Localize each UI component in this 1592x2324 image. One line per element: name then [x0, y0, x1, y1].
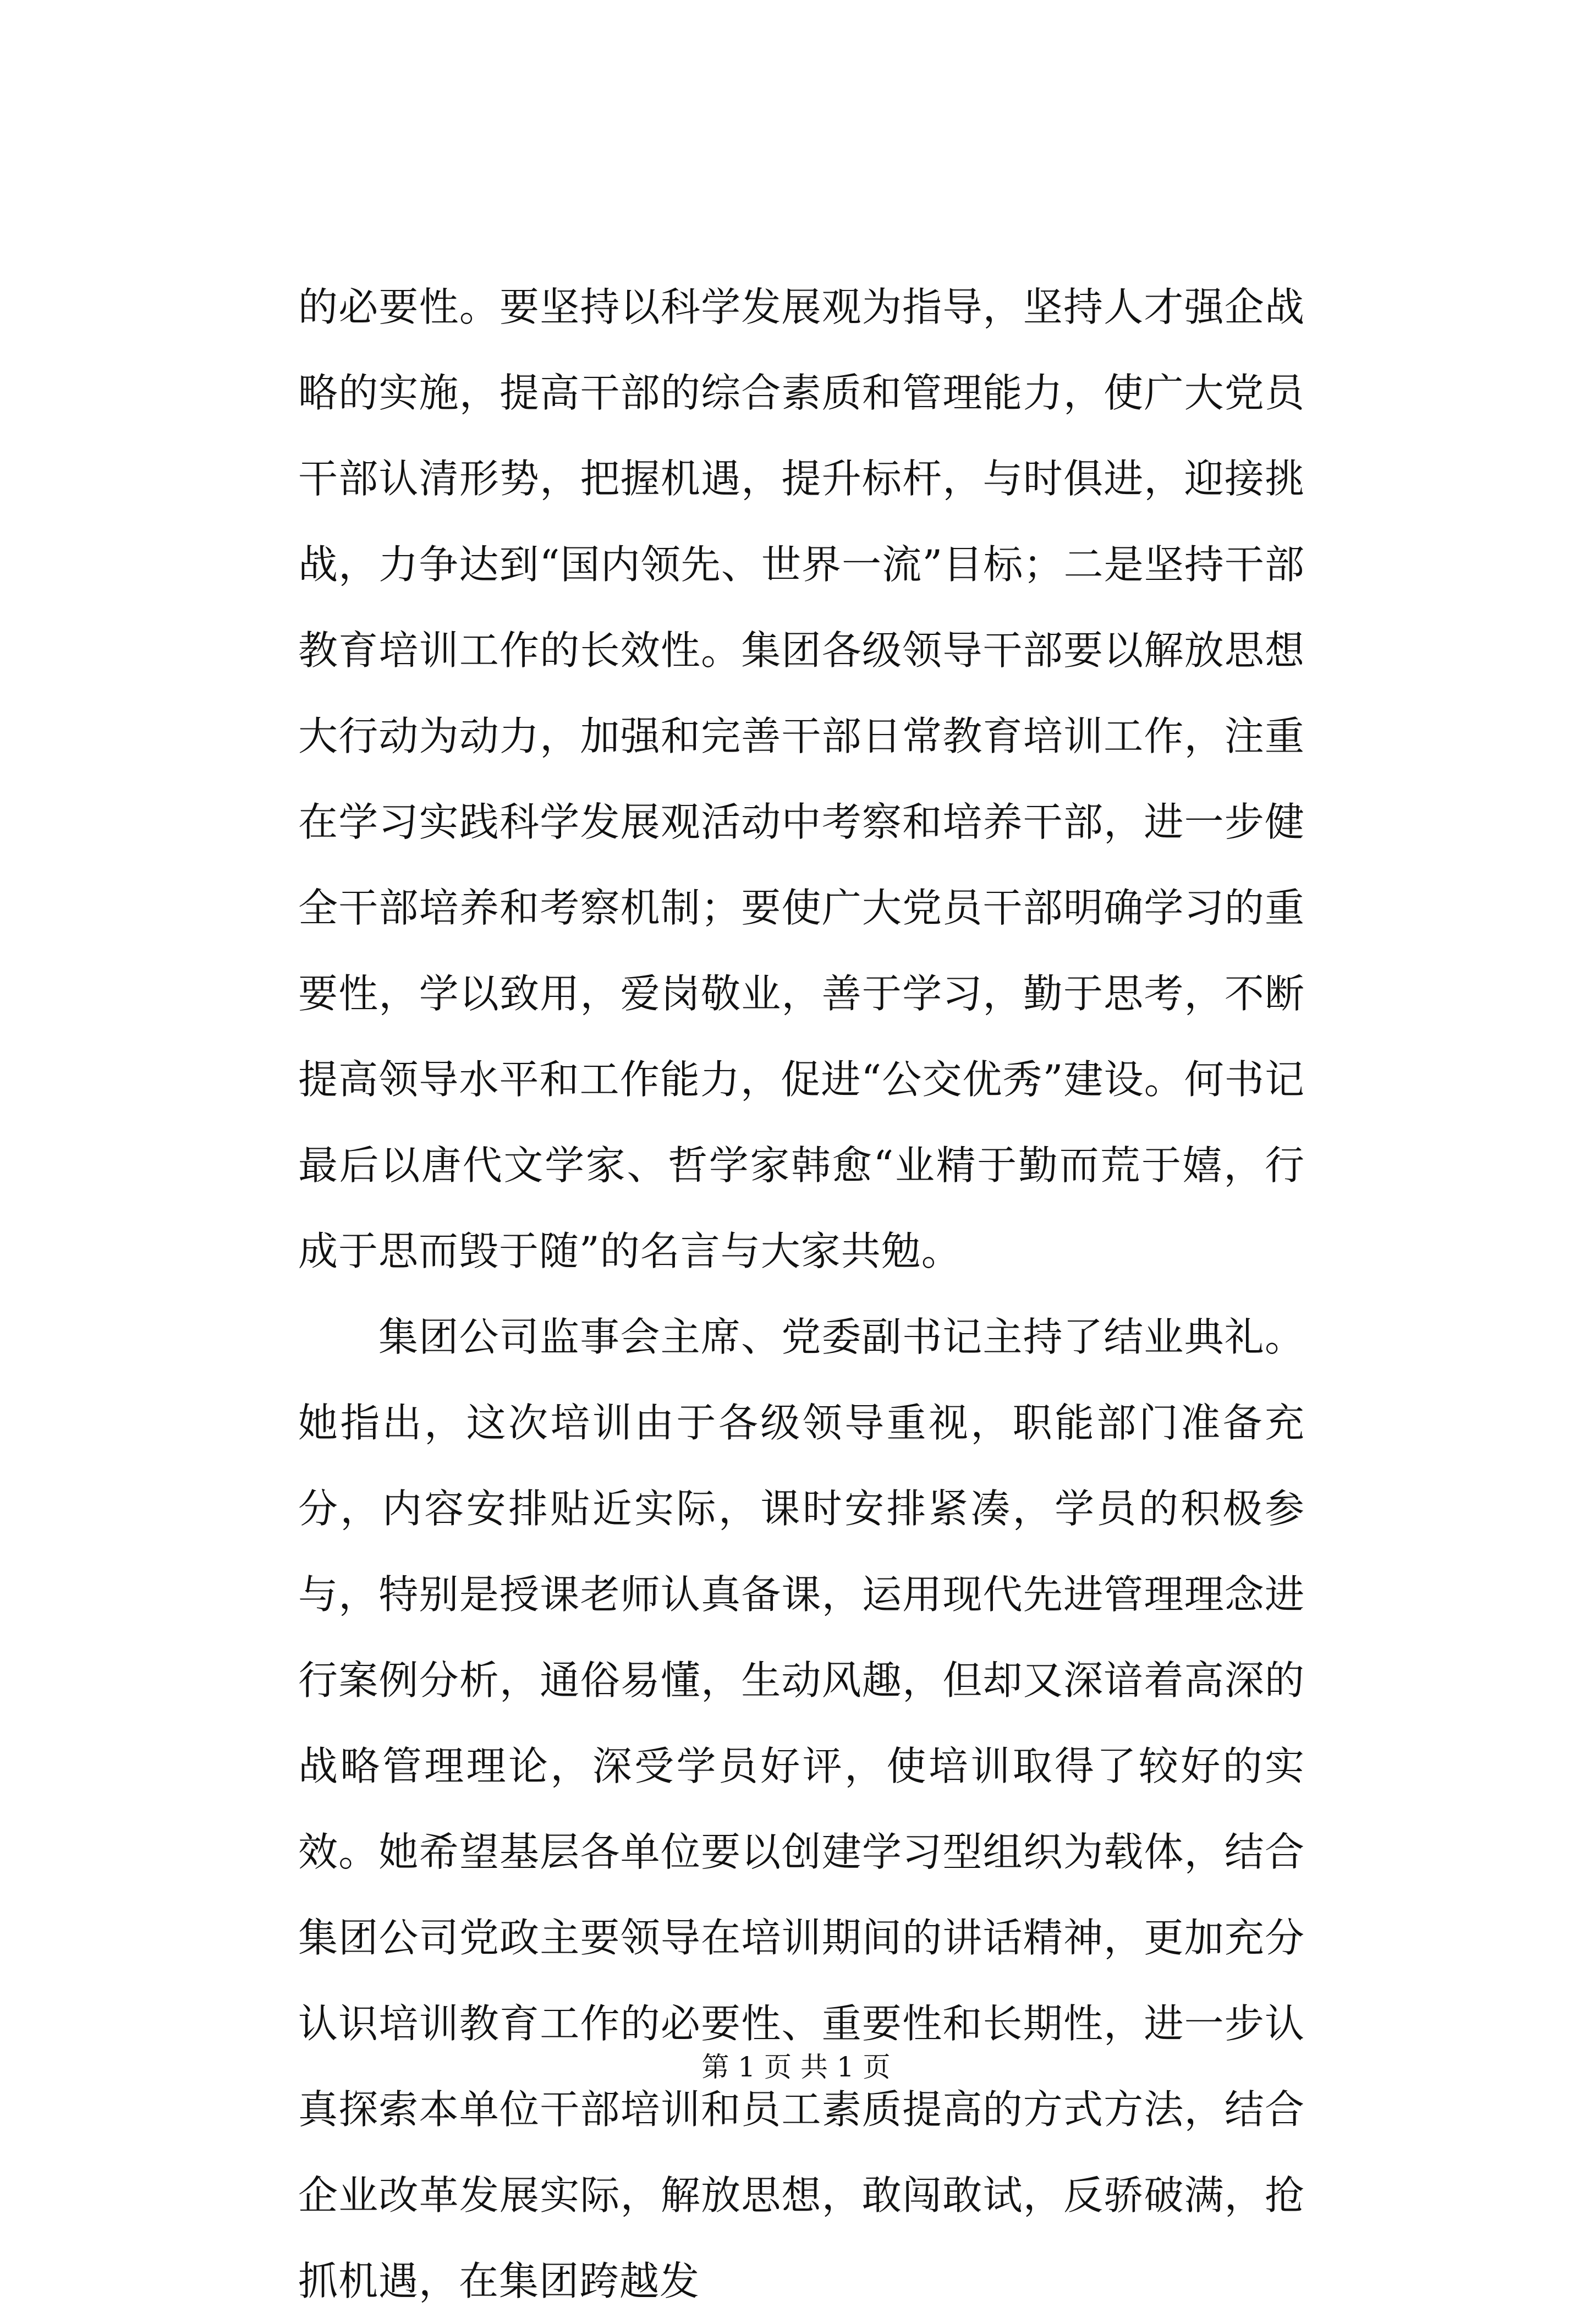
page-footer: 第 1 页 共 1 页: [701, 2051, 891, 2083]
paragraph-1: 的必要性。要坚持以科学发展观为指导，坚持人才强企战略的实施，提高干部的综合素质和管理能力，使广大党员干部认清形势，把握机遇，提升标杆，与时俱进，迎接挑战，力争达到“国内领先、世界一流”目标；二是坚持干部教育培训工作的长效性。集团各级领导干部要以解放思想大行动为动力，加强和完善干部日常教育培训工作，注重在学习实践科学发展观活动中考察和培养干部，进一步健全干部培养和考察机制；要使广大党员干部明确学习的重要性，学以致用，爱岗敬业，善于学习，勤于思考，不断提高领导水平和工作能力，促进“公交优秀”建设。何书记最后以唐代文学家、哲学家韩愈“业精于勤而荒于嬉，行成于思而毁于随”的名言与大家共勉。: [298, 284, 1305, 1274]
body-text: [298, 264, 1305, 2324]
paragraph-2: 集团公司监事会主席、党委副书记主持了结业典礼。她指出，这次培训由于各级领导重视，职能部门准备充分，内容安排贴近实际，课时安排紧凑，学员的积极参与，特别是授课老师认真备课，运用现代先进管理理念进行案例分析，通俗易懂，生动风趣，但却又深谙着高深的战略管理理论，深受学员好评，使培训取得了较好的实效。她希望基层各单位要以创建学习型组织为载体，结合集团公司党政主要领导在培训期间的讲话精神，更加充分认识培训教育工作的必要性、重要性和长期性，进一步认真探索本单位干部培训和员工素质提高的方式方法，结合企业改革发展实际，解放思想，敢闯敢试，反骄破满，抢抓机遇，在集团跨越发: [298, 1314, 1305, 2304]
